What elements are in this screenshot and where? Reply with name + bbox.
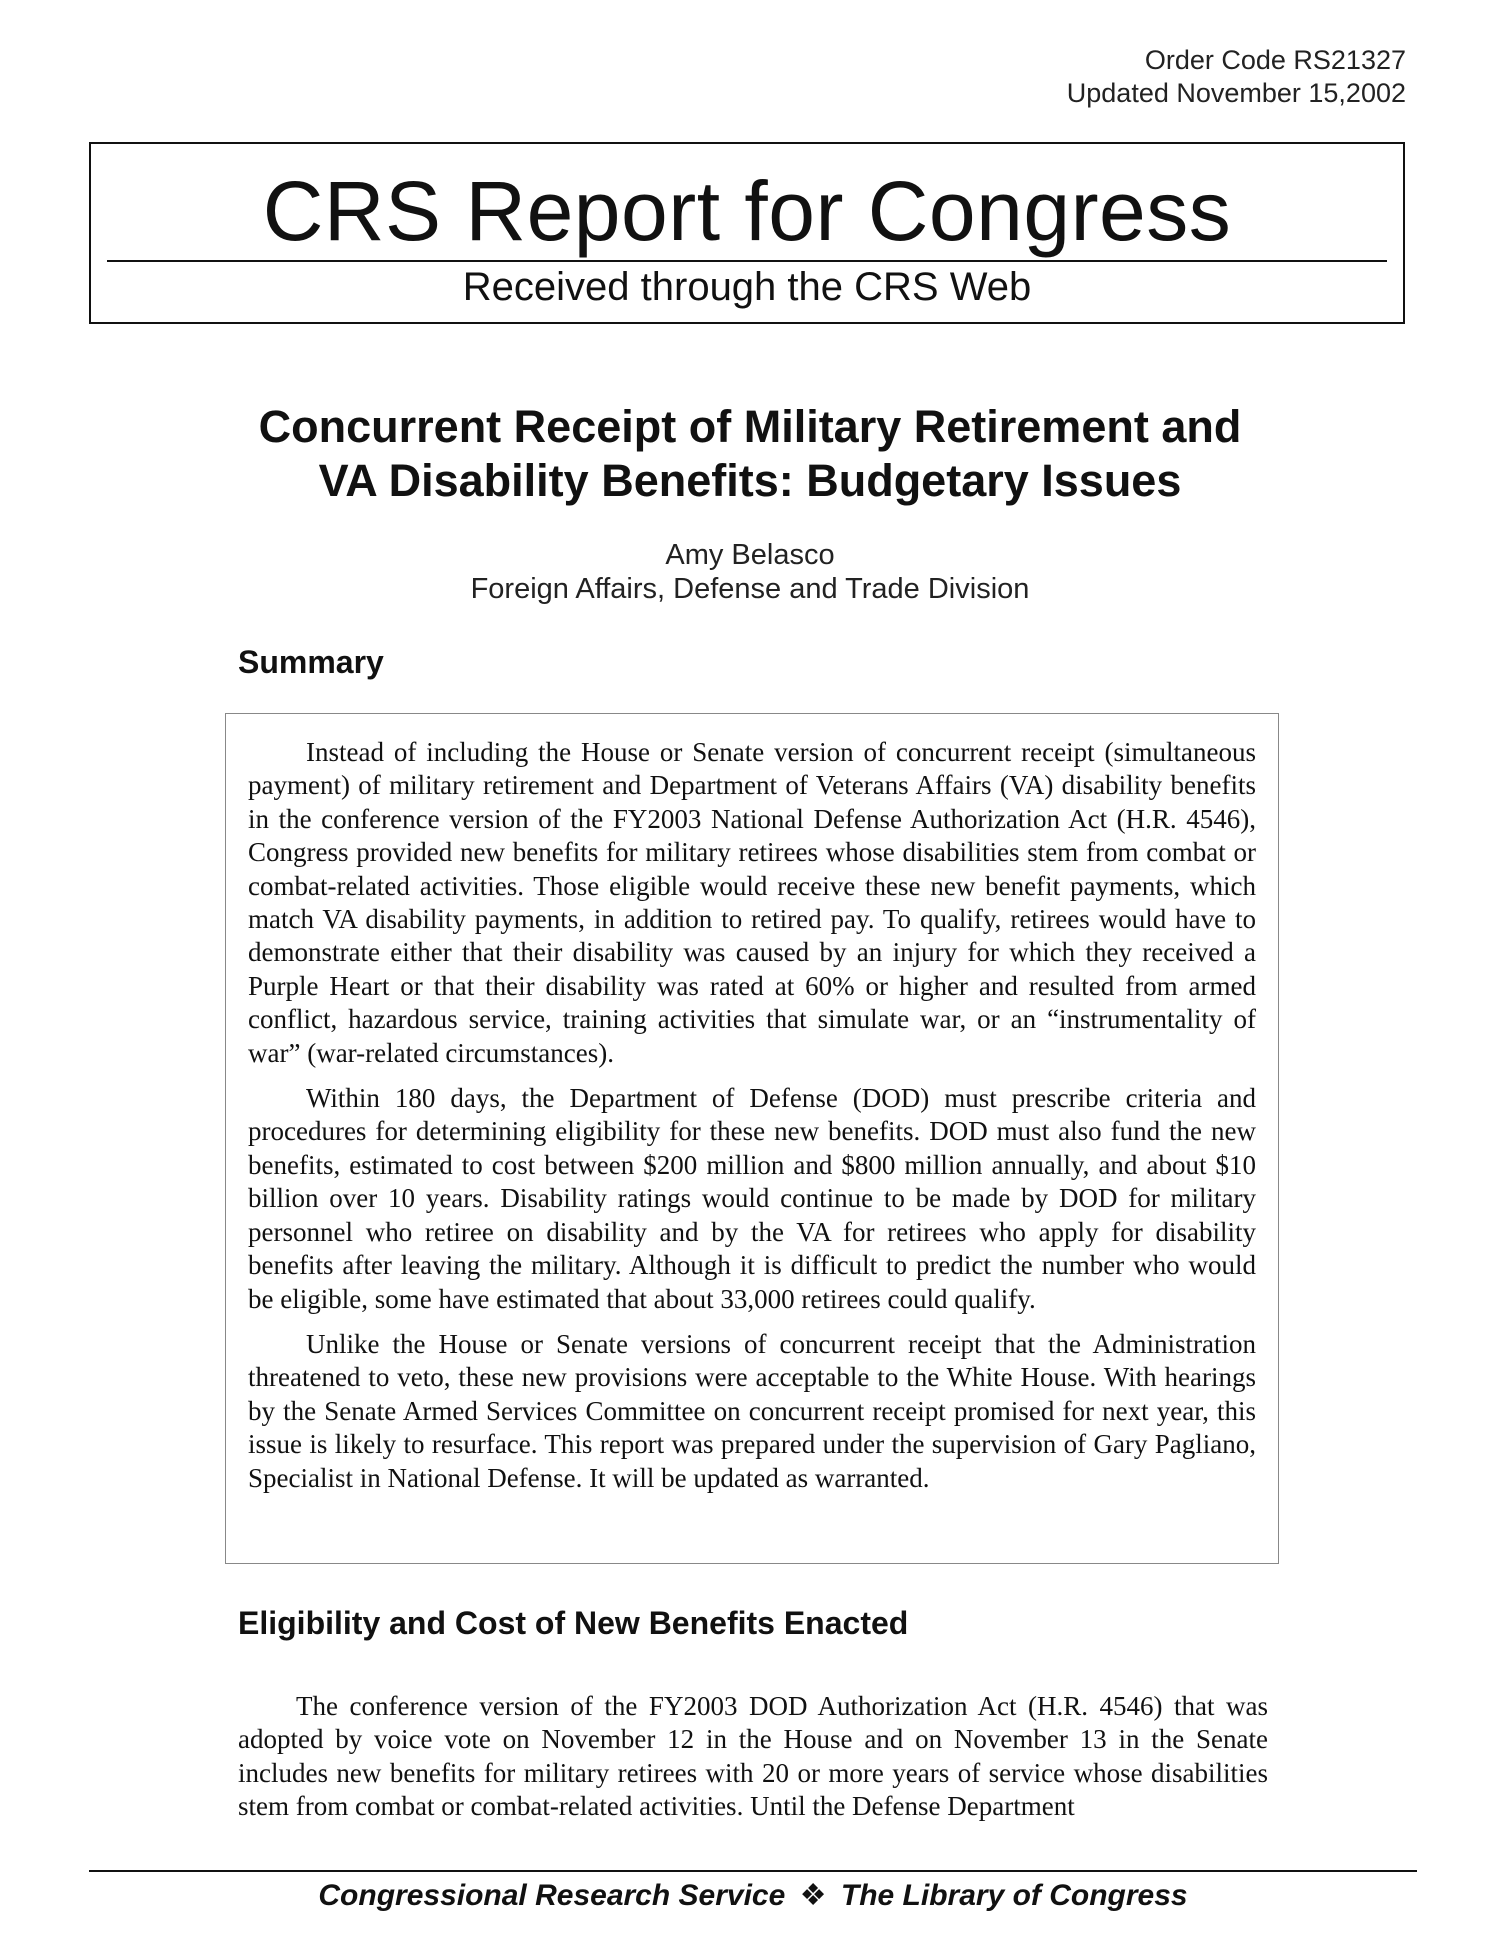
footer-library: The Library of Congress: [840, 1879, 1188, 1912]
body-paragraph-1: The conference version of the FY2003 DOD Authorization Act (H.R. 4546) that was adopted by voice vote on November 12 in the House and on November 13 in the Senate includes new benefits for military retirees with 20 or more years of service whose disabilities stem from combat or combat-related activities. Until the Defense Department: [238, 1691, 1268, 1822]
author-name: Amy Belasco: [665, 539, 835, 571]
body-text: [238, 1690, 1268, 1824]
masthead-divider: [107, 260, 1387, 262]
footer-crs: Congressional Research Service: [318, 1879, 786, 1912]
summary-paragraph-2: Within 180 days, the Department of Defense (DOD) must prescribe criteria and procedures for determining eligibility for these new benefits. DOD must also fund the new benefits, estimated to cost between $200 million and $800 million annually, and about $10 billion over 10 years. Disability ratings would continue to be made by DOD for military personnel who retiree on disability and by the VA for retirees who apply for disability benefits after leaving the military. Although it is difficult to predict the number who would be eligible, some have estimated that about 33,000 retirees could qualify.: [248, 1083, 1256, 1314]
masthead-title: CRS Report for Congress: [262, 164, 1232, 258]
author-block: [170, 538, 1330, 606]
order-info: [1067, 44, 1406, 110]
diamond-separator-icon: ❖: [799, 1879, 827, 1912]
summary-heading: Summary: [238, 644, 384, 680]
updated-date: Updated November 15,2002: [1066, 78, 1406, 108]
summary-paragraph-3: Unlike the House or Senate versions of concurrent receipt that the Administration threatened to veto, these new provisions were acceptable to the White House. With hearings by the Senate Armed Services Committee on concurrent receipt promised for next year, this issue is likely to resurface. This report was prepared under the supervision of Gary Pagliano, Specialist in National Defense. It will be updated as warranted.: [248, 1328, 1256, 1493]
author-division: Foreign Affairs, Defense and Trade Division: [470, 573, 1030, 605]
report-title-line-1: Concurrent Receipt of Military Retirement and: [258, 401, 1242, 452]
summary-box: [225, 713, 1279, 1564]
report-title: [170, 400, 1330, 508]
masthead: [89, 142, 1405, 324]
footer: [89, 1878, 1417, 1914]
summary-paragraph-1: Instead of including the House or Senate version of concurrent receipt (simultaneous payment) of military retirement and Department of Veterans Affairs (VA) disability benefits in the conference version of the FY2003 National Defense Authorization Act (H.R. 4546), Congress provided new benefits for military retirees whose disabilities stem from combat or combat-related activities. Those eligible would receive these new benefit payments, which match VA disability payments, in addition to retired pay. To qualify, retirees would have to demonstrate either that their disability was caused by an injury for which they received a Purple Heart or that their disability was rated at 60% or higher and resulted from armed conflict, hazardous service, training activities that simulate war, or an “instrumentality of war” (war-related circumstances).: [248, 737, 1256, 1068]
order-code: Order Code RS21327: [1144, 45, 1406, 75]
report-title-line-2: VA Disability Benefits: Budgetary Issues: [318, 455, 1182, 506]
footer-divider: [89, 1870, 1417, 1872]
section-heading: Eligibility and Cost of New Benefits Enacted: [238, 1605, 909, 1641]
masthead-subtitle: Received through the CRS Web: [462, 265, 1032, 309]
